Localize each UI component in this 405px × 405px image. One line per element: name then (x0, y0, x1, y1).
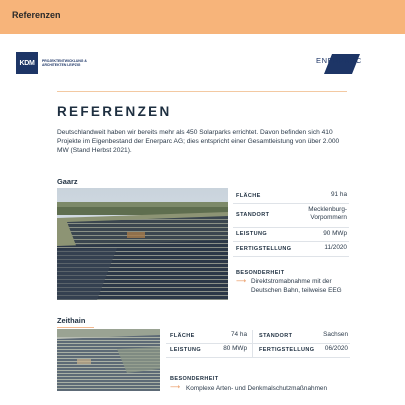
enerparc-logo (312, 50, 362, 76)
spec-divider (233, 203, 349, 204)
kdm-logo-text: PROJEKTENTWICKLUNG & ARCHITEKTEN LEIPZIG (42, 58, 87, 67)
spec-value-flaeche: 91 ha (331, 191, 347, 198)
spec-label-flaeche: FLÄCHE (236, 193, 261, 199)
spec-divider (233, 241, 349, 242)
page-title: REFERENZEN (57, 104, 172, 119)
header-divider (57, 91, 347, 92)
spec-divider (166, 357, 350, 358)
spec-value-flaeche: 74 ha (231, 331, 247, 338)
right-arrow-icon: ⟶ (236, 278, 247, 285)
project-photo-gaarz (57, 188, 228, 300)
right-arrow-icon: ⟶ (170, 384, 181, 391)
kdm-logo (16, 52, 98, 74)
spec-value-fertigstellung: 06/2020 (324, 345, 348, 352)
besonderheit-text: Direktstromabnahme mit der Deutschen Bahn, teilweise EEG (251, 278, 342, 294)
project-title-gaarz: Gaarz (57, 177, 78, 186)
project-title-zeithain: Zeithain (57, 316, 86, 325)
spec-label-leistung: LEISTUNG (236, 231, 268, 237)
project-divider (57, 327, 94, 328)
besonderheit-label: BESONDERHEIT (236, 270, 285, 276)
spec-label-flaeche: FLÄCHE (170, 333, 195, 339)
spec-value-leistung: 80 MWp (223, 345, 247, 352)
spec-value-leistung: 90 MWp (323, 230, 347, 237)
header-title: Referenzen (12, 10, 61, 20)
spec-divider (233, 227, 349, 228)
spec-label-fertigstellung: FERTIGSTELLUNG (236, 246, 292, 252)
spec-divider (233, 256, 349, 257)
intro-text: Deutschlandweit haben wir bereits mehr als 450 Solarparks errichtet. Davon befinden sich 410 Projekte im Eigenbestand der Enerparc AG; dies entspricht einer Gesamtleistung von über 2.000 MW (Stand Herbst 2021). (57, 129, 340, 155)
header-bar (0, 0, 405, 34)
spec-label-standort: STANDORT (259, 333, 293, 339)
project-photo-zeithain (57, 329, 160, 391)
spec-label-standort: STANDORT (236, 212, 270, 218)
spec-value-standort: Sachsen (323, 331, 348, 338)
spec-label-fertigstellung: FERTIGSTELLUNG (259, 347, 315, 353)
besonderheit-text: Komplexe Arten- und Denkmalschutzmaßnahmen (186, 385, 328, 392)
spec-value-fertigstellung: 11/2020 (324, 244, 347, 251)
besonderheit-label: BESONDERHEIT (170, 376, 219, 382)
spec-divider (166, 343, 350, 344)
kdm-logo-mark: KDM (16, 52, 38, 74)
spec-value-standort: Mecklenburg- Vorpommern (308, 206, 347, 221)
enerparc-logo-text: ENERPARC (316, 56, 362, 65)
spec-label-leistung: LEISTUNG (170, 347, 202, 353)
spec-column-divider (252, 330, 253, 357)
